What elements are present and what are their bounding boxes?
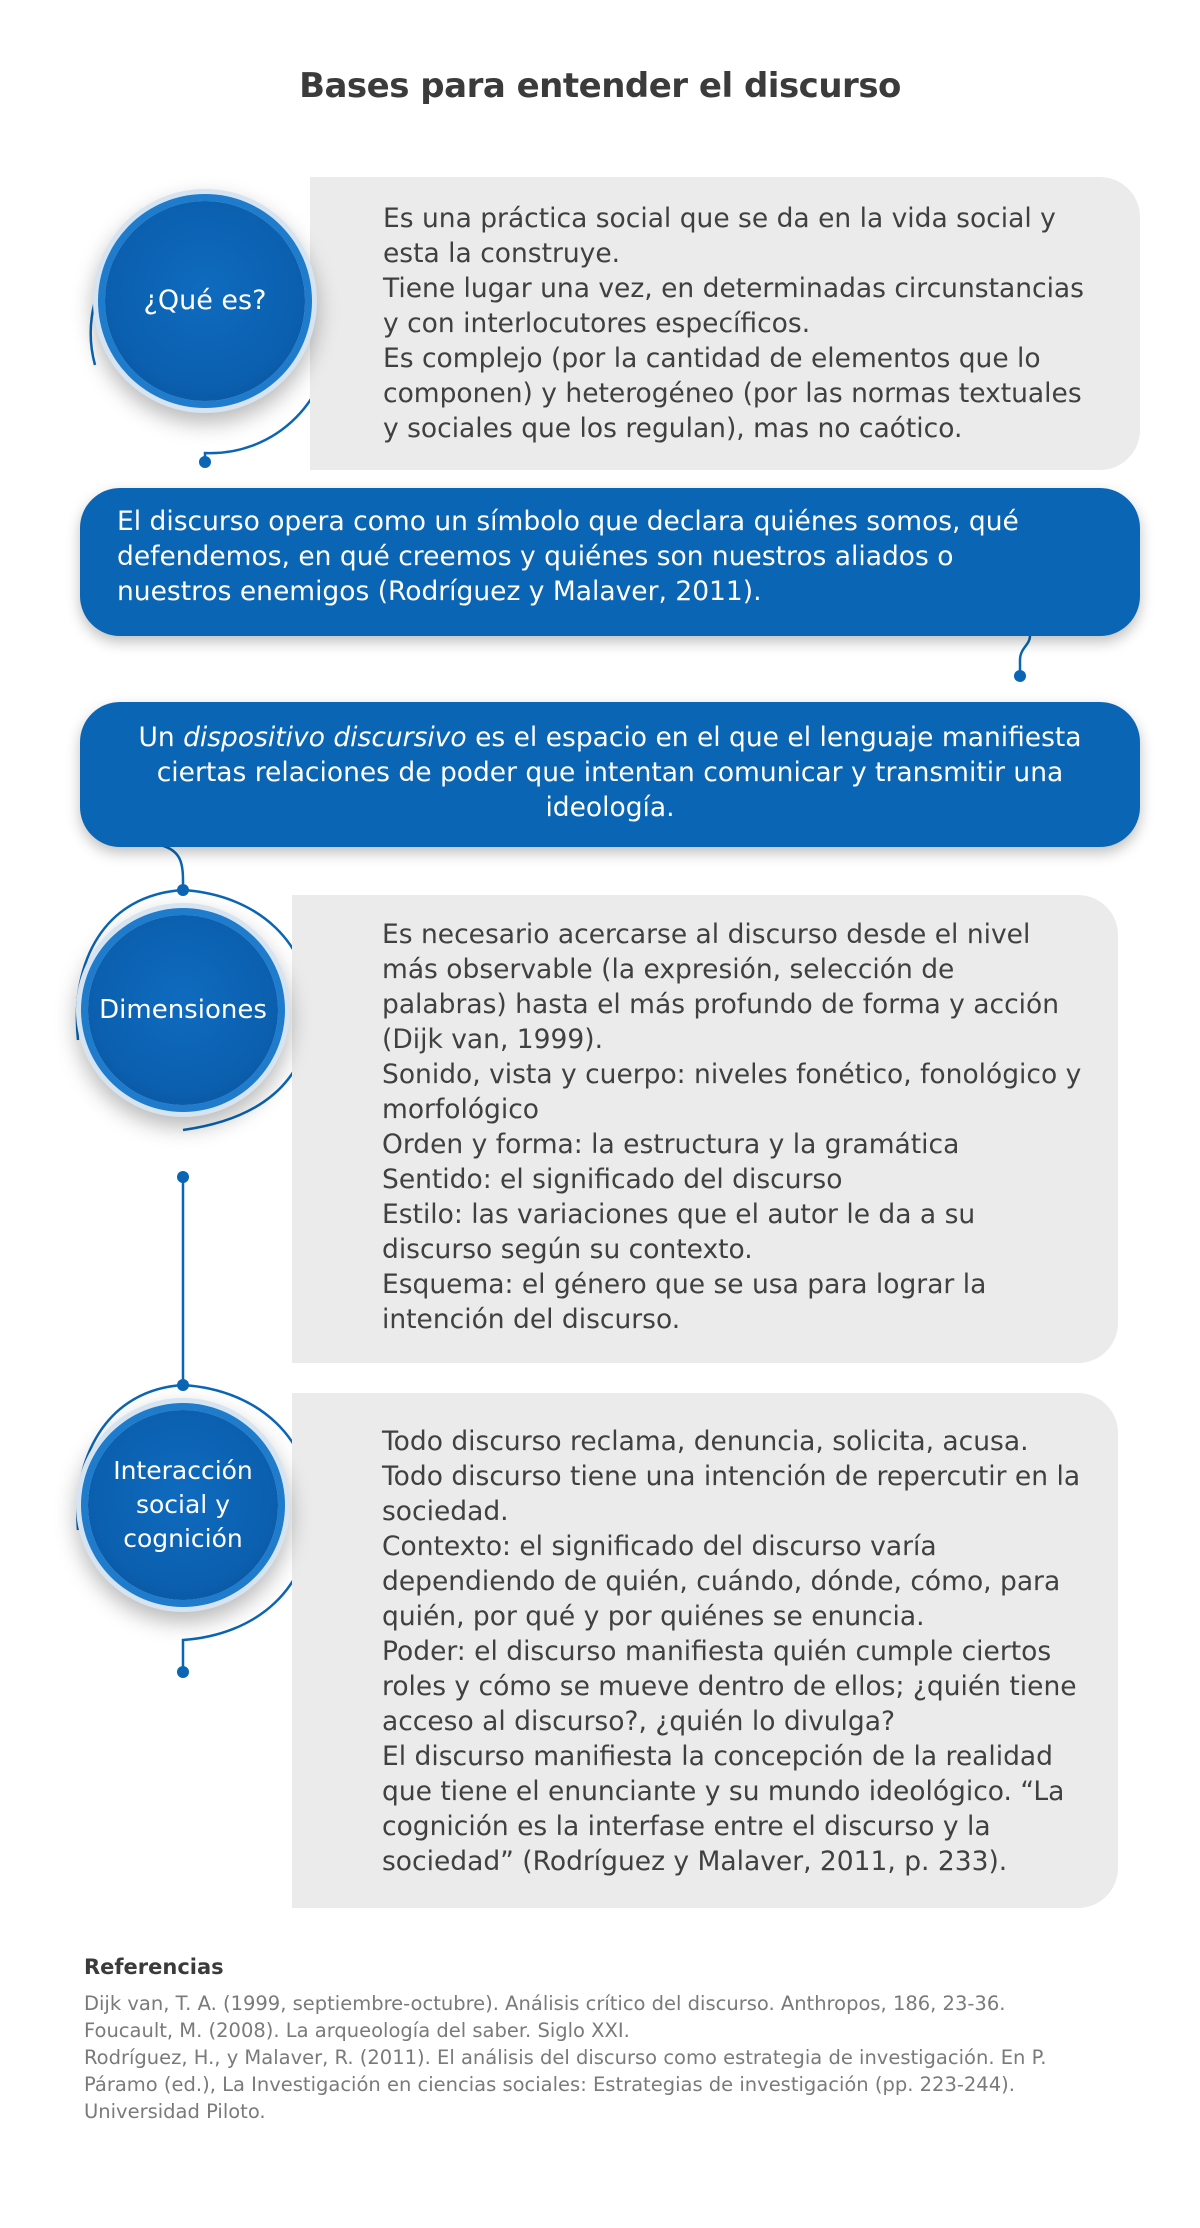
text-line: ciertas relaciones de poder que intentan comunicar y transmitir una xyxy=(156,757,1064,788)
text-line: Sentido: el significado del discurso xyxy=(382,1164,843,1195)
text-line: quién, por qué y por quiénes se enuncia. xyxy=(382,1601,925,1632)
dot-2 xyxy=(1014,670,1026,682)
text-line: componen) y heterogéneo (por las normas textuales xyxy=(383,378,1082,409)
simbolo-text xyxy=(117,504,1019,609)
text-line: Esquema: el género que se usa para lograr la xyxy=(382,1269,987,1300)
interaccion-circle xyxy=(88,1410,278,1600)
dimensiones-label: Dimensiones xyxy=(99,995,267,1025)
reference-line: Dijk van, T. A. (1999, septiembre-octubre). Análisis crítico del discurso. Anthropos, 186, 23-36. xyxy=(84,1992,1006,2015)
page-title: Bases para entender el discurso xyxy=(299,66,901,106)
text-line: (Dijk van, 1999). xyxy=(382,1024,604,1055)
text-line: Es complejo (por la cantidad de elementos que lo xyxy=(383,343,1041,374)
text-line: Es una práctica social que se da en la vida social y xyxy=(383,203,1056,234)
dot-6 xyxy=(177,1666,189,1678)
text-line: ideología. xyxy=(545,792,675,823)
text-line: que tiene el enunciante y su mundo ideológico. “La xyxy=(382,1776,1065,1807)
reference-line: Rodríguez, H., y Malaver, R. (2011). El análisis del discurso como estrategia de investigación. En P. xyxy=(84,2046,1047,2069)
text-line: nuestros enemigos (Rodríguez y Malaver, 2011). xyxy=(117,576,762,607)
text-line: El discurso manifiesta la concepción de la realidad xyxy=(382,1741,1053,1772)
dimensiones-circle xyxy=(88,915,278,1105)
que-es-circle xyxy=(105,201,305,401)
left-connector-1 xyxy=(160,845,183,890)
dot-1 xyxy=(199,456,211,468)
text-line: sociedad. xyxy=(382,1496,509,1527)
text-line: roles y cómo se mueve dentro de ellos; ¿quién tiene xyxy=(382,1671,1077,1702)
dispositivo-text xyxy=(80,720,1140,825)
dot-3 xyxy=(177,884,189,896)
text-line: morfológico xyxy=(382,1094,540,1125)
dimensiones-text xyxy=(382,917,1081,1337)
text-line: Contexto: el significado del discurso varía xyxy=(382,1531,937,1562)
label-line: Interacción xyxy=(113,1456,253,1485)
text-line: Sonido, vista y cuerpo: niveles fonético, fonológico y xyxy=(382,1059,1082,1090)
text-line: dependiendo de quién, cuándo, dónde, cómo, para xyxy=(382,1566,1061,1597)
text-line: Poder: el discurso manifiesta quién cumple ciertos xyxy=(382,1636,1052,1667)
text-line: sociedad” (Rodríguez y Malaver, 2011, p. 233). xyxy=(382,1846,1008,1877)
dot-4 xyxy=(177,1171,189,1183)
text-line: discurso según su contexto. xyxy=(382,1234,753,1265)
interaccion-text xyxy=(382,1424,1080,1879)
reference-line: Páramo (ed.), La Investigación en ciencias sociales: Estrategias de investigación (pp. 223-244). xyxy=(84,2073,1015,2096)
dispositivo-suffix: es el espacio en el que el lenguaje manifiesta xyxy=(466,722,1082,753)
text-line: Todo discurso tiene una intención de repercutir en la xyxy=(382,1461,1081,1492)
label-line: social y xyxy=(135,1490,230,1519)
dot-5 xyxy=(177,1379,189,1391)
text-line: más observable (la expresión, selección de xyxy=(382,954,955,985)
text-line: El discurso opera como un símbolo que declara quiénes somos, qué xyxy=(117,506,1019,537)
text-line: y sociales que los regulan), mas no caótico. xyxy=(383,413,963,444)
interaccion-label xyxy=(113,1454,253,1556)
dispositivo-prefix: Un xyxy=(138,722,184,753)
que-es-label: ¿Qué es? xyxy=(143,285,267,316)
label-line: cognición xyxy=(123,1524,243,1553)
text-line: intención del discurso. xyxy=(382,1304,681,1335)
text-line: defendemos, en qué creemos y quiénes son nuestros aliados o xyxy=(117,541,954,572)
text-line: acceso al discurso?, ¿quién lo divulga? xyxy=(382,1706,896,1737)
references-list xyxy=(84,1990,1047,2125)
dispositivo-term: dispositivo discursivo xyxy=(183,722,467,753)
text-line: esta la construye. xyxy=(383,238,621,269)
references-title: Referencias xyxy=(84,1955,224,1979)
text-line: Tiene lugar una vez, en determinadas circunstancias xyxy=(383,273,1084,304)
text-line: y con interlocutores específicos. xyxy=(383,308,811,339)
text-line: Orden y forma: la estructura y la gramática xyxy=(382,1129,960,1160)
text-line: Es necesario acercarse al discurso desde el nivel xyxy=(382,919,1031,950)
text-line: Estilo: las variaciones que el autor le da a su xyxy=(382,1199,976,1230)
reference-line: Foucault, M. (2008). La arqueología del saber. Siglo XXI. xyxy=(84,2019,630,2042)
text-line: cognición es la interfase entre el discurso y la xyxy=(382,1811,991,1842)
text-line: Todo discurso reclama, denuncia, solicita, acusa. xyxy=(382,1426,1029,1457)
text-line: palabras) hasta el más profundo de forma y acción xyxy=(382,989,1060,1020)
right-connector xyxy=(1020,636,1030,675)
dispositivo-line-1 xyxy=(80,720,1140,755)
reference-line: Universidad Piloto. xyxy=(84,2100,266,2123)
que-es-text xyxy=(383,201,1084,446)
